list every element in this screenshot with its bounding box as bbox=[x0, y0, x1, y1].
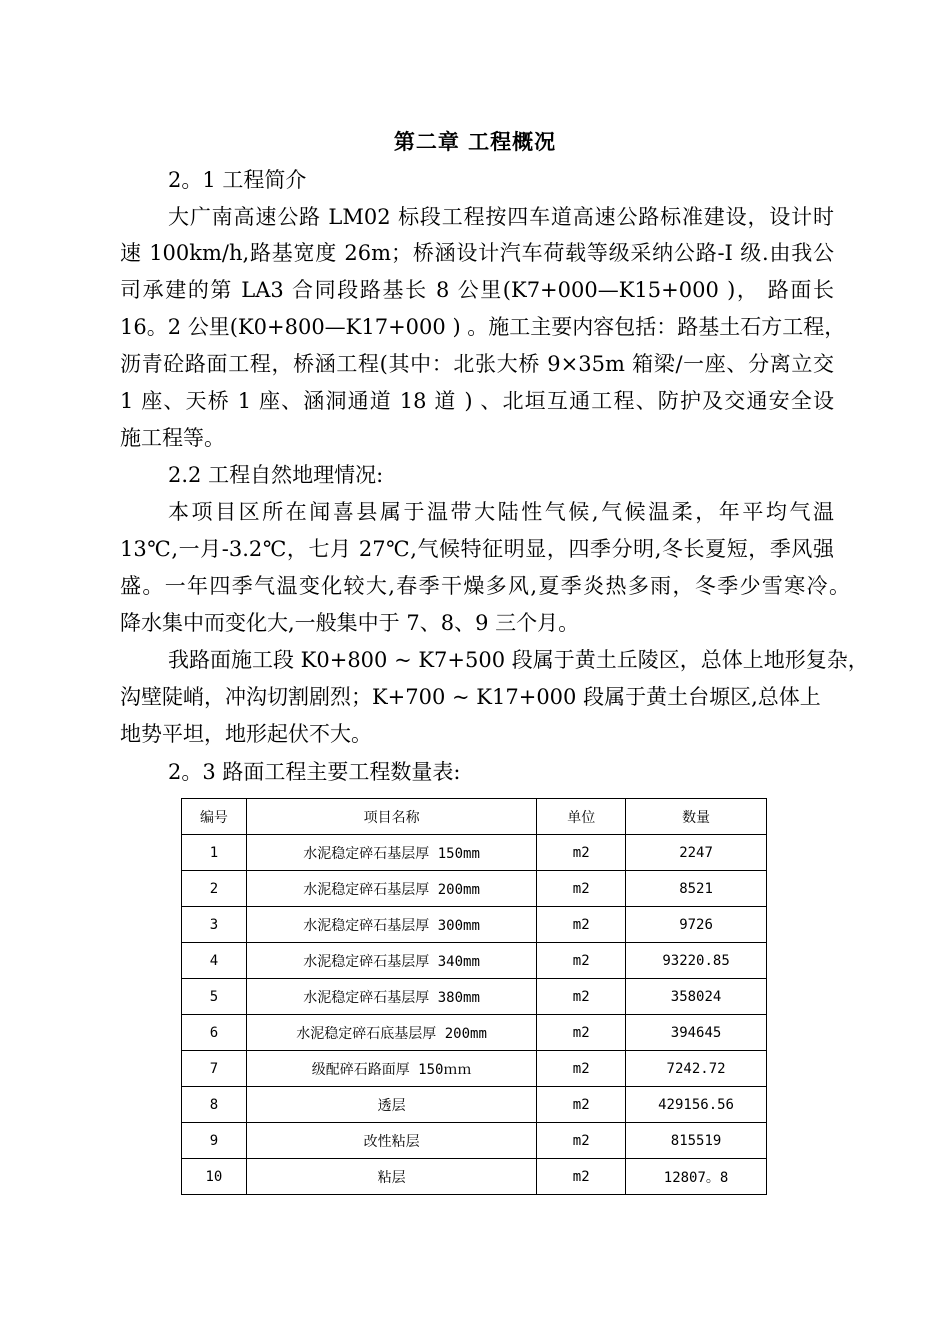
table-row bbox=[182, 1087, 767, 1123]
paragraph-line: 1 座、天桥 1 座、涵洞通道 18 道 ) 、北垣互通工程、防护及交通安全设 bbox=[120, 389, 834, 413]
chapter-title: 第二章 工程概况 bbox=[393, 129, 557, 154]
paragraph-line: 降水集中而变化大,一般集中于 7、8、9 三个月。 bbox=[120, 611, 580, 635]
table-row bbox=[182, 871, 767, 907]
header-cell: 数量 bbox=[626, 799, 767, 835]
cell-qty: 7242.72 bbox=[626, 1051, 767, 1087]
header-cell: 编号 bbox=[182, 799, 247, 835]
cell-item: 水泥稳定碎石基层厚 150mm bbox=[246, 835, 536, 871]
table-row bbox=[182, 907, 767, 943]
table-row bbox=[182, 1051, 767, 1087]
cell-no: 3 bbox=[182, 907, 247, 943]
table-header-row bbox=[182, 799, 767, 835]
cell-unit: m2 bbox=[537, 1123, 626, 1159]
cell-item: 水泥稳定碎石基层厚 200mm bbox=[246, 871, 536, 907]
cell-item: 水泥稳定碎石基层厚 380mm bbox=[246, 979, 536, 1015]
cell-unit: m2 bbox=[537, 1051, 626, 1087]
cell-no: 10 bbox=[182, 1159, 247, 1195]
cell-unit: m2 bbox=[537, 943, 626, 979]
paragraph-line: 本项目区所在闻喜县属于温带大陆性气候,气候温柔，年平均气温 bbox=[168, 500, 834, 524]
cell-unit: m2 bbox=[537, 871, 626, 907]
cell-qty: 9726 bbox=[626, 907, 767, 943]
cell-no: 5 bbox=[182, 979, 247, 1015]
paragraph-line: 速 100km/h,路基宽度 26m；桥涵设计汽车荷载等级采纳公路-I 级.由我公 bbox=[120, 241, 834, 265]
cell-item: 透层 bbox=[246, 1087, 536, 1123]
cell-no: 7 bbox=[182, 1051, 247, 1087]
cell-item: 粘层 bbox=[246, 1159, 536, 1195]
cell-qty: 93220.85 bbox=[626, 943, 767, 979]
paragraph-line: 13℃,一月-3.2℃，七月 27℃,气候特征明显，四季分明,冬长夏短，季风强 bbox=[120, 537, 834, 561]
paragraph-line: 司承建的第 LA3 合同段路基长 8 公里(K7+000—K15+000 )， 路面长 bbox=[120, 278, 834, 302]
cell-qty: 358024 bbox=[626, 979, 767, 1015]
paragraph-line: 大广南高速公路 LM02 标段工程按四车道高速公路标准建设，设计时 bbox=[168, 205, 834, 229]
cell-qty: 394645 bbox=[626, 1015, 767, 1051]
paragraph-line: 16。2 公里(K0+800—K17+000 ) 。施工主要内容包括：路基土石方工程， bbox=[120, 315, 846, 339]
cell-unit: m2 bbox=[537, 1015, 626, 1051]
paragraph-line: 盛。一年四季气温变化较大,春季干燥多风,夏季炎热多雨，冬季少雪寒冷。 bbox=[120, 574, 850, 598]
cell-qty: 2247 bbox=[626, 835, 767, 871]
cell-qty: 429156.56 bbox=[626, 1087, 767, 1123]
table-row bbox=[182, 979, 767, 1015]
cell-item: 级配碎石路面厚 150ｍｍ bbox=[246, 1051, 536, 1087]
paragraph-line: 我路面施工段 K0+800 ~ K7+500 段属于黄土丘陵区，总体上地形复杂， bbox=[168, 648, 869, 672]
quantity-table bbox=[181, 798, 767, 1195]
paragraph-line: 地势平坦，地形起伏不大。 bbox=[120, 722, 372, 746]
table-row bbox=[182, 1015, 767, 1051]
cell-qty: 815519 bbox=[626, 1123, 767, 1159]
cell-no: 9 bbox=[182, 1123, 247, 1159]
cell-no: 4 bbox=[182, 943, 247, 979]
cell-item: 水泥稳定碎石底基层厚 200mm bbox=[246, 1015, 536, 1051]
section-heading-quantity-table: 2。3 路面工程主要工程数量表: bbox=[168, 760, 461, 784]
section-heading-geography: 2.2 工程自然地理情况: bbox=[168, 463, 384, 487]
table-row bbox=[182, 1159, 767, 1195]
section-heading-overview: 2。1 工程简介 bbox=[168, 168, 307, 192]
cell-item: 水泥稳定碎石基层厚 340mm bbox=[246, 943, 536, 979]
cell-unit: m2 bbox=[537, 1159, 626, 1195]
cell-no: 6 bbox=[182, 1015, 247, 1051]
cell-qty: 8521 bbox=[626, 871, 767, 907]
cell-unit: m2 bbox=[537, 1087, 626, 1123]
cell-unit: m2 bbox=[537, 835, 626, 871]
cell-unit: m2 bbox=[537, 979, 626, 1015]
cell-no: 2 bbox=[182, 871, 247, 907]
cell-no: 8 bbox=[182, 1087, 247, 1123]
cell-no: 1 bbox=[182, 835, 247, 871]
cell-item: 改性粘层 bbox=[246, 1123, 536, 1159]
paragraph-line: 沟壁陡峭，冲沟切割剧烈；K+700 ~ K17+000 段属于黄土台塬区,总体上 bbox=[120, 685, 821, 709]
header-cell: 项目名称 bbox=[246, 799, 536, 835]
cell-item: 水泥稳定碎石基层厚 300mm bbox=[246, 907, 536, 943]
cell-qty: 12807。8 bbox=[626, 1159, 767, 1195]
paragraph-line: 沥青砼路面工程，桥涵工程(其中：北张大桥 9×35m 箱梁/一座、分离立交 bbox=[120, 352, 834, 376]
cell-unit: m2 bbox=[537, 907, 626, 943]
table-row bbox=[182, 943, 767, 979]
header-cell: 单位 bbox=[537, 799, 626, 835]
table-row bbox=[182, 1123, 767, 1159]
table-row bbox=[182, 835, 767, 871]
paragraph-line: 施工程等。 bbox=[120, 426, 225, 450]
